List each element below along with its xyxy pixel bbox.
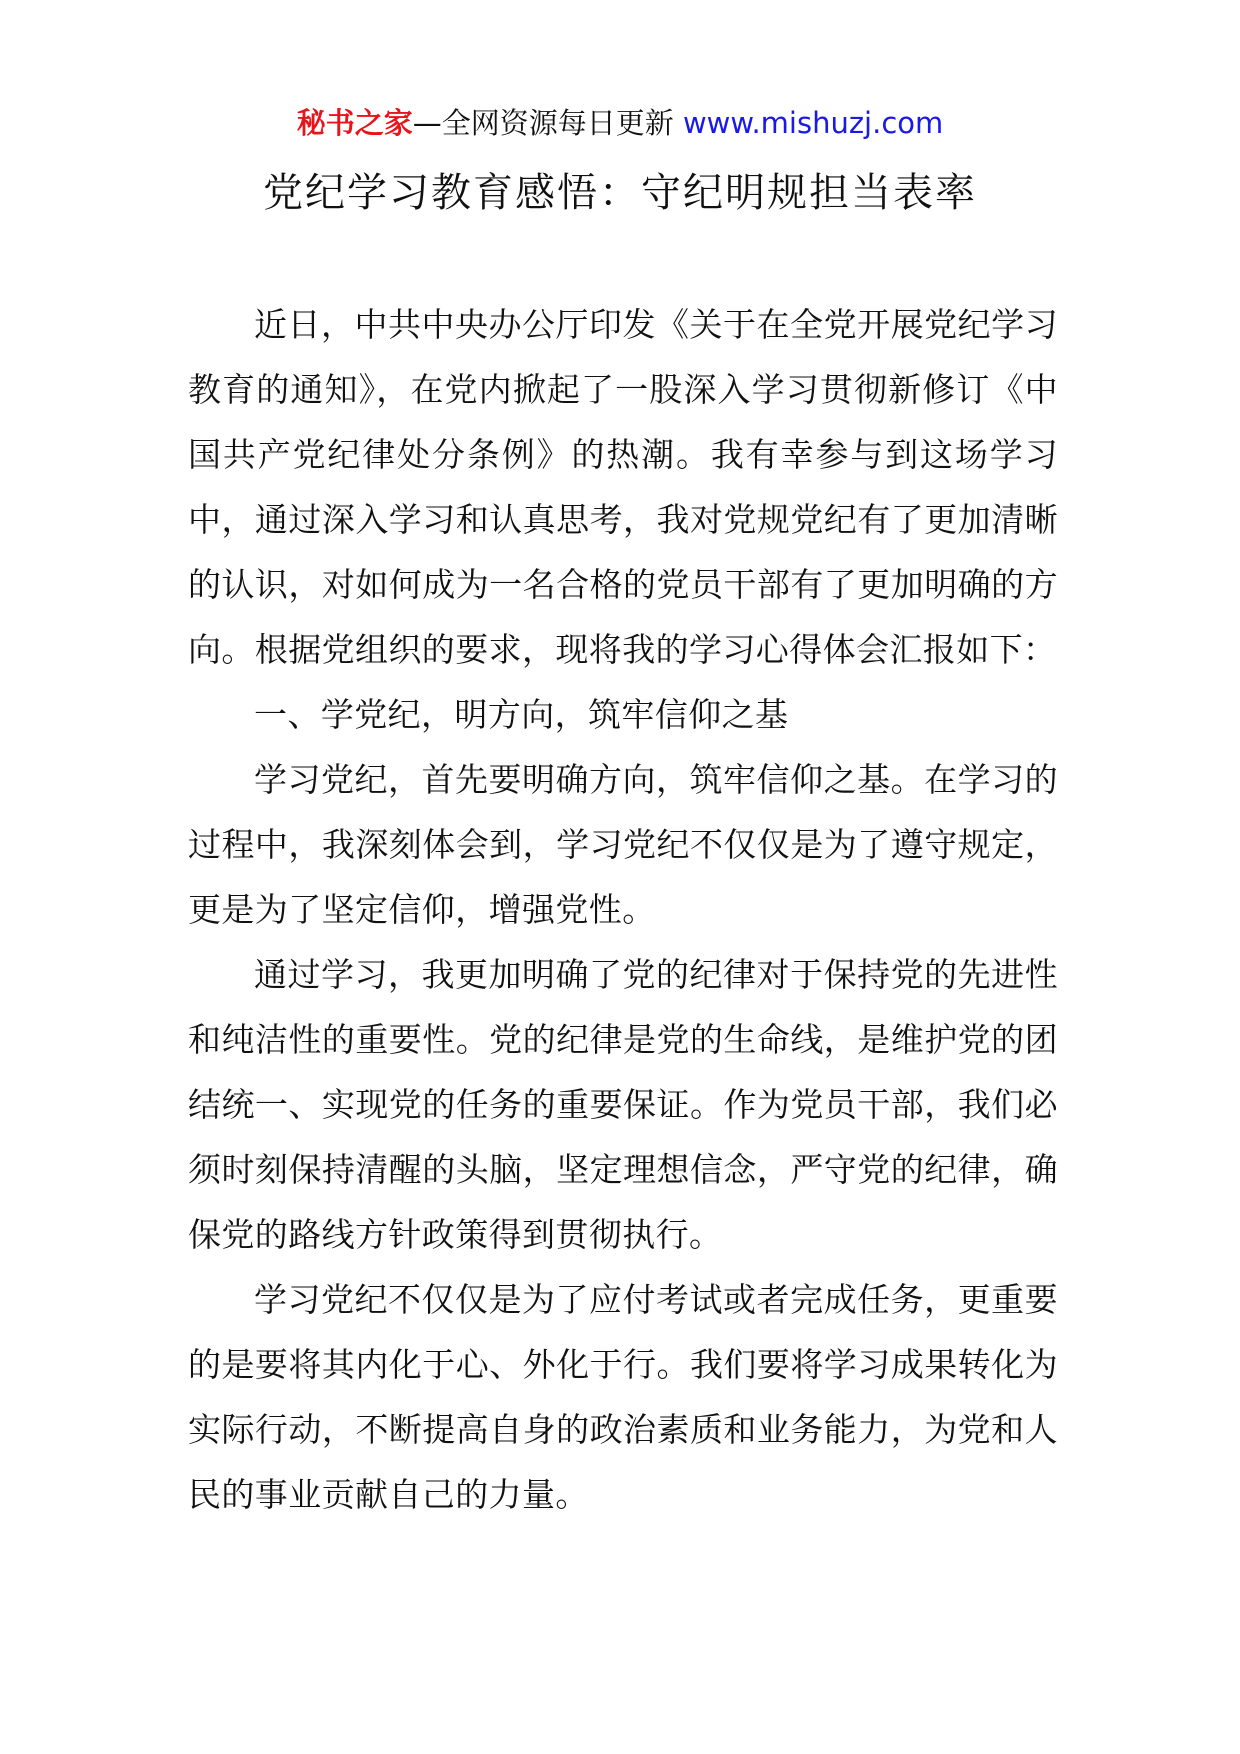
section-heading-1: 一、学党纪，明方向，筑牢信仰之基 [254,695,789,734]
paragraph-3: 学习党纪不仅仅是为了应付考试或者完成任务，更重要的是要将其内化于心、外化于行。我们要将学习成果转化为实际行动，不断提高自身的政治素质和业务能力，为党和人民的事业贡献自己的力量。 [188,1280,1058,1514]
paragraph-1: 学习党纪，首先要明确方向，筑牢信仰之基。在学习的过程中，我深刻体会到，学习党纪不仅仅是为了遵守规定，更是为了坚定信仰，增强党性。 [188,760,1058,929]
site-header [0,100,1240,146]
paragraph-2: 通过学习，我更加明确了党的纪律对于保持党的先进性和纯洁性的重要性。党的纪律是党的生命线，是维护党的团结统一、实现党的任务的重要保证。作为党员干部，我们必须时刻保持清醒的头脑，坚定理想信念，严守党的纪律，确保党的路线方针政策得到贯彻执行。 [188,955,1058,1254]
brand-name: 秘书之家 [296,106,413,140]
site-tagline: —全网资源每日更新 [412,106,683,140]
paragraph-intro: 近日，中共中央办公厅印发《关于在全党开展党纪学习教育的通知》，在党内掀起了一股深入学习贯彻新修订《中国共产党纪律处分条例》的热潮。我有幸参与到这场学习中，通过深入学习和认真思考，我对党规党纪有了更加清晰的认识，对如何成为一名合格的党员干部有了更加明确的方向。根据党组织的要求，现将我的学习心得体会汇报如下： [188,305,1058,669]
site-url-link[interactable]: www.mishuzj.com [682,106,944,140]
document-body [188,292,1058,1527]
document-title: 党纪学习教育感悟：守纪明规担当表率 [263,170,977,216]
